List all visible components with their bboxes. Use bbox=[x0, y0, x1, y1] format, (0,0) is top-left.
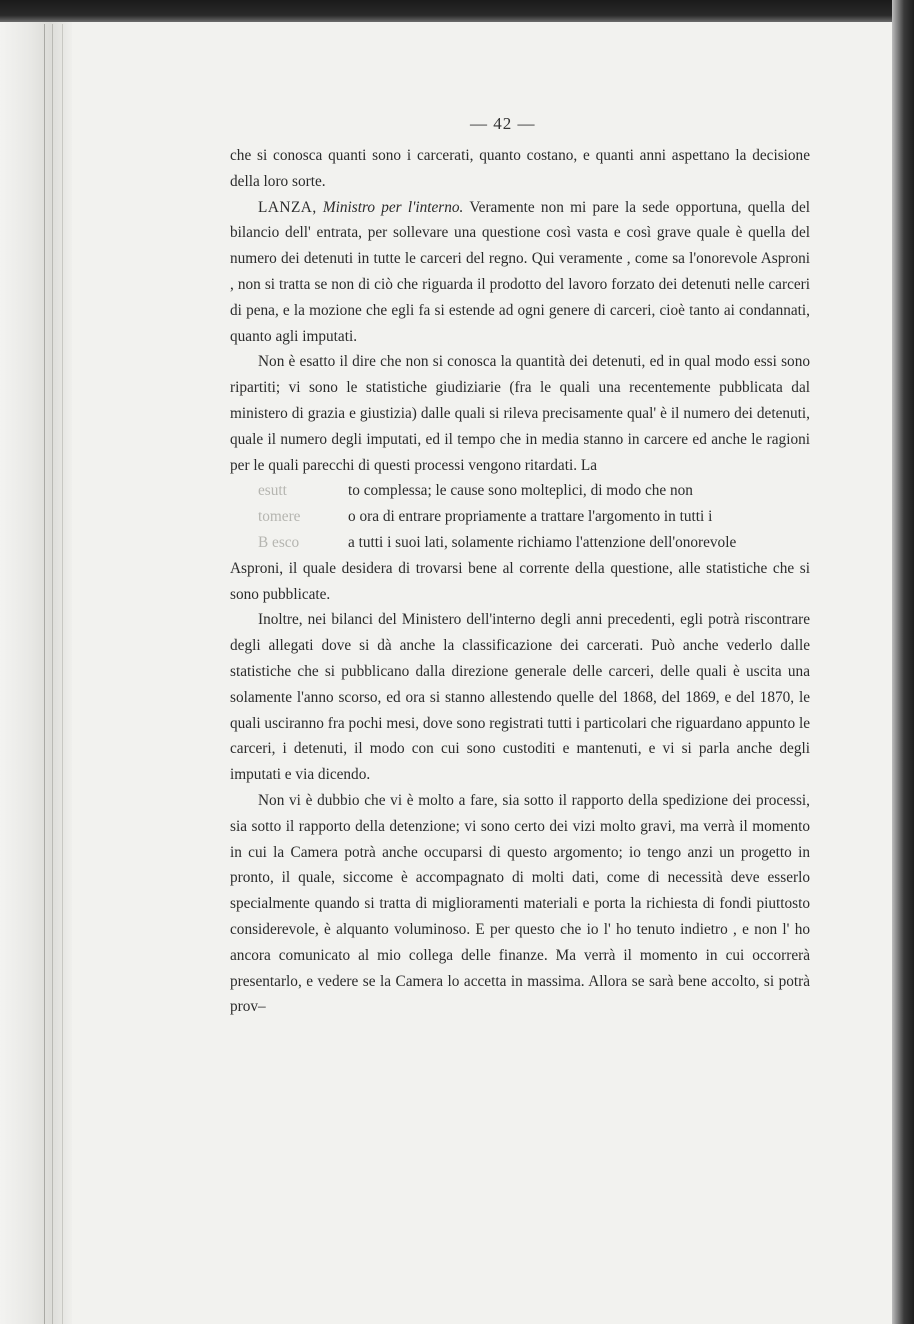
scan-edge-right bbox=[892, 0, 914, 1324]
paragraph-text: Veramente non mi pare la sede opportuna, quella del bilancio dell' entrata, per sollevare una questione così vasta e così grave quale è quella del numero dei detenuti in tutte le carceri del regno. Qui veramente , come sa l'onorevole Asproni , non si tratta se non di ciò che riguarda il prodotto del lavoro forzato dei detenuti nelle carceri di pena, e la mozione che egli fa si estende ad ogni genere di carceri, cioè tanto ai condannati, quanto agli imputati. bbox=[230, 198, 810, 345]
binding-edge bbox=[52, 24, 53, 1324]
paragraph-text: Inoltre, nei bilanci del Ministero dell'interno degli anni precedenti, egli potrà riscontrare degli allegati dove si dà anche la classificazione dei carcerati. Può anche vederlo dalle statistiche che si pubblicano dalla direzione generale delle carceri, delle quali è uscita una solamente l'anno scorso, ed ora si stanno allestendo quelle del 1868, del 1869, e del 1870, le quali usciranno fra pochi mesi, dove sono registrati tutti i particolari che riguardano appunto le carceri, i detenuti, il modo con cui sono custoditi e mantenuti, e vi si parla anche degli imputati e via dicendo. bbox=[230, 611, 810, 784]
binding-edge bbox=[62, 24, 63, 1324]
document-body bbox=[230, 143, 810, 1020]
paragraph bbox=[230, 143, 810, 195]
paragraph-line: o ora di entrare propriamente a trattare l'argomento in tutti i bbox=[348, 508, 713, 526]
paragraph-text: che si conosca quanti sono i carcerati, quanto costano, e quanti anni aspettano la decisione della loro sorte. bbox=[230, 147, 810, 190]
bleed-through-text: tomere bbox=[258, 508, 301, 526]
paragraph-text: Non è esatto il dire che non si conosca la quantità dei detenuti, ed in qual modo essi sono ripartiti; vi sono le statistiche giudiziarie (fra le quali una recentemente pubblicata dal ministero di grazia e giustizia) dalle quali si rileva precisamente qual' è il numero dei detenuti, quale il numero degli imputati, ed il tempo che in media stanno in carcere ed anche le ragioni per le quali parecchi di questi processi vengono ritardati. La bbox=[230, 353, 810, 474]
paragraph-line: a tutti i suoi lati, solamente richiamo l'attenzione dell'onorevole bbox=[348, 533, 737, 551]
bleed-through-text: B esco bbox=[258, 533, 300, 551]
paragraph bbox=[230, 349, 810, 607]
paragraph-text: Non vi è dubbio che vi è molto a fare, sia sotto il rapporto della spedizione dei processi, sia sotto il rapporto della detenzione; vi sono certo dei vizi molto gravi, ma verrà il momento in cui la Camera potrà anche occuparsi di questo argomento; io tengo anzi un progetto in pronto, il quale, siccome è accompagnato di molti dati, come di necessità deve esserlo specialmente quando si tratta di miglioramenti materiali e porta la richiesta di fondi piuttosto considerevole, è alquanto voluminoso. E per questo che io l' ho tenuto indietro , e non l' ho ancora comunicato al mio collega delle finanze. Ma verrà il momento in cui occorrerà presentarlo, e vedere se la Camera lo accetta in massima. Allora se sarà bene accolto, si potrà prov– bbox=[230, 791, 810, 1016]
speaker-role: Ministro per l'interno. bbox=[322, 198, 464, 216]
paragraph-text: Asproni, il quale desidera di trovarsi bene al corrente della questione, alle statistiche che si sono pubblicate. bbox=[230, 559, 810, 603]
page-number: — 42 — bbox=[470, 114, 536, 133]
scan-edge-top bbox=[0, 0, 914, 22]
speaker-name: LANZA, bbox=[258, 198, 317, 216]
page-binding bbox=[0, 0, 72, 1324]
paragraph bbox=[230, 607, 810, 788]
paragraph-line: to complessa; le cause sono molteplici, di modo che non bbox=[348, 482, 693, 500]
bleed-through-text: esutt bbox=[258, 482, 287, 500]
binding-edge bbox=[44, 24, 45, 1324]
paragraph bbox=[230, 788, 810, 1020]
paragraph bbox=[230, 195, 810, 350]
